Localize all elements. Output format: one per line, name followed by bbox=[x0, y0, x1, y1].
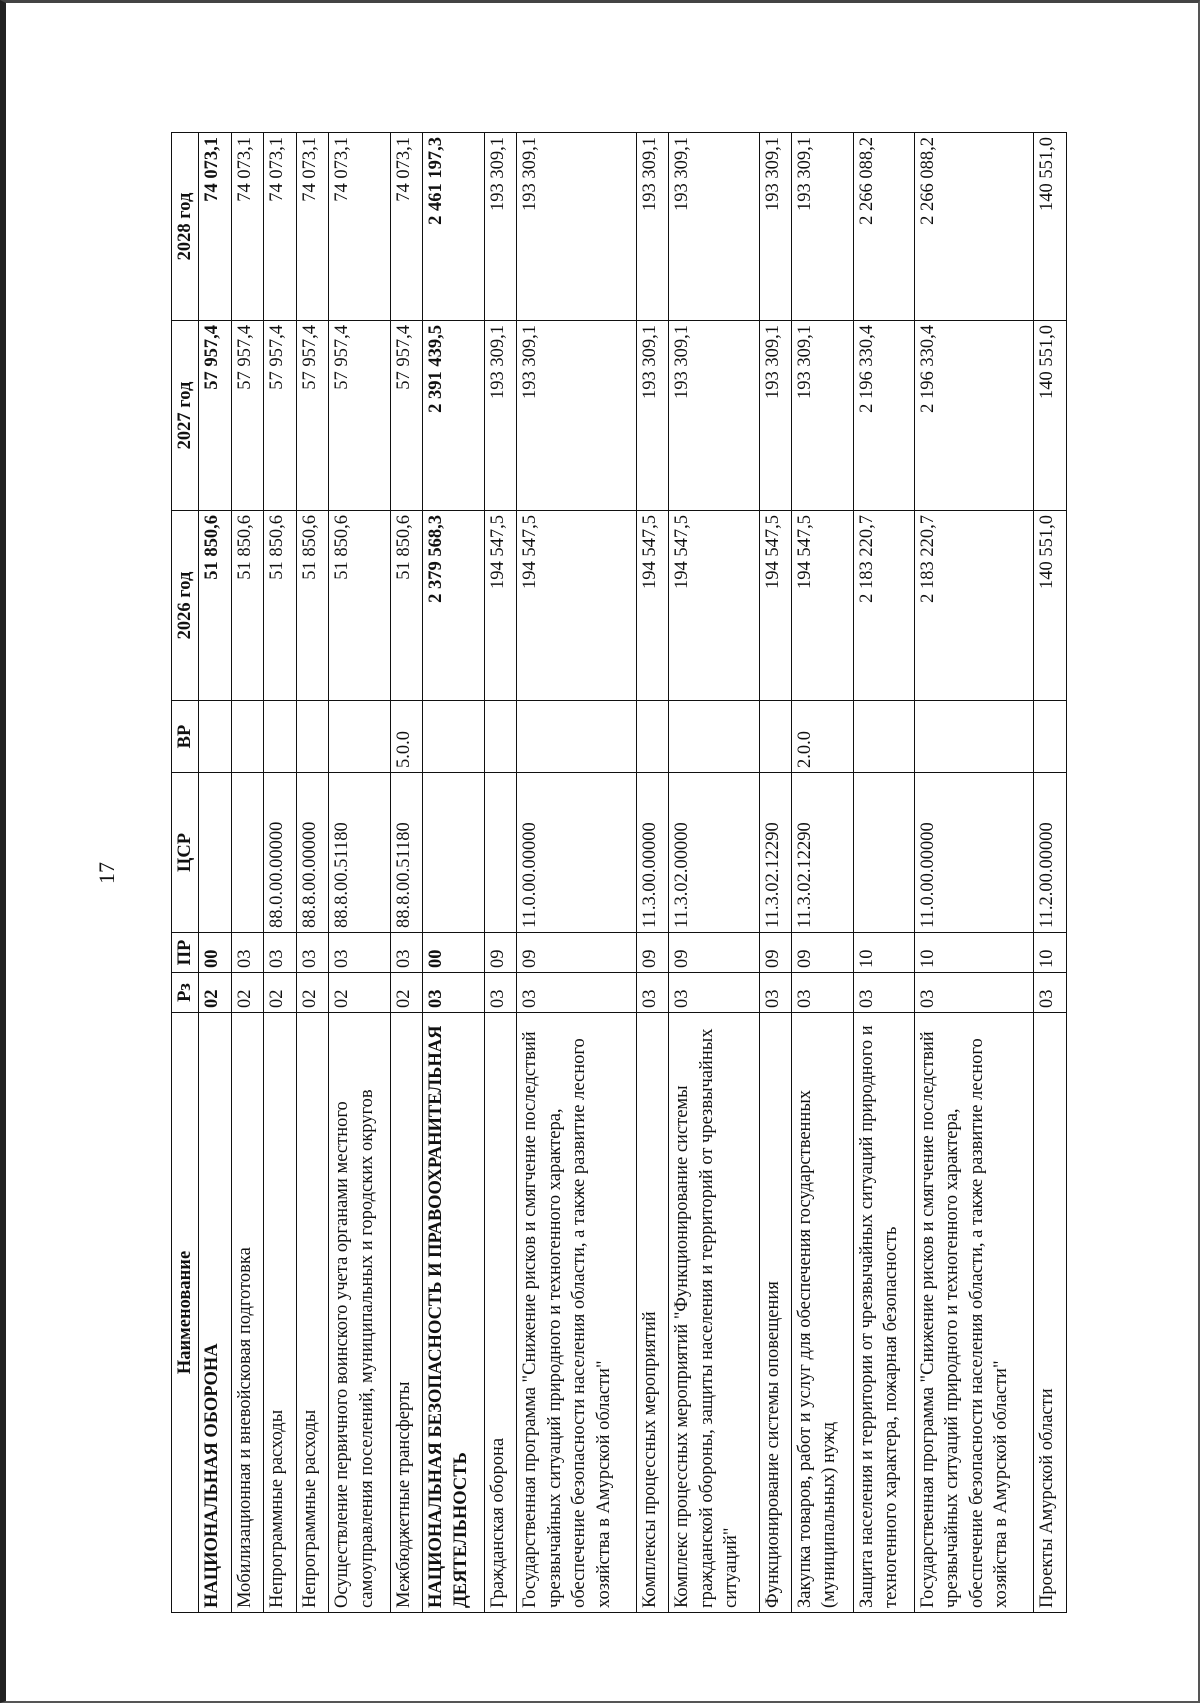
cell-2028: 193 309,1 bbox=[636, 133, 669, 321]
cell-csr bbox=[423, 773, 484, 933]
cell-csr: 11.3.02.12290 bbox=[792, 773, 853, 933]
cell-vr bbox=[199, 701, 232, 773]
cell-2026: 194 547,5 bbox=[484, 511, 517, 701]
rotated-table-wrapper bbox=[171, 133, 1067, 1613]
cell-vr bbox=[914, 701, 1033, 773]
cell-2028: 193 309,1 bbox=[484, 133, 517, 321]
cell-2026: 194 547,5 bbox=[792, 511, 853, 701]
cell-pr: 03 bbox=[264, 933, 297, 973]
cell-name: Государственная программа "Снижение рисков и смягчение последствий чрезвычайных ситуаций природного и техногенного характера, обеспечение безопасности населения области, а также развитие лесного хозяйства в Амурской области" bbox=[517, 1013, 636, 1613]
cell-2027: 193 309,1 bbox=[636, 321, 669, 511]
table-row bbox=[914, 133, 1033, 1613]
cell-vr bbox=[853, 701, 914, 773]
cell-2026: 51 850,6 bbox=[264, 511, 297, 701]
cell-pr: 03 bbox=[231, 933, 264, 973]
cell-2028: 193 309,1 bbox=[792, 133, 853, 321]
cell-pr: 03 bbox=[329, 933, 390, 973]
header-2028: 2028 год bbox=[172, 133, 199, 321]
cell-2026: 194 547,5 bbox=[517, 511, 636, 701]
cell-2028: 74 073,1 bbox=[199, 133, 232, 321]
cell-2028: 74 073,1 bbox=[390, 133, 423, 321]
cell-pr: 09 bbox=[792, 933, 853, 973]
cell-csr: 11.3.02.12290 bbox=[759, 773, 792, 933]
cell-csr: 88.8.00.00000 bbox=[296, 773, 329, 933]
cell-pr: 09 bbox=[669, 933, 759, 973]
cell-pr: 03 bbox=[296, 933, 329, 973]
cell-2028: 193 309,1 bbox=[669, 133, 759, 321]
table-row bbox=[296, 133, 329, 1613]
cell-rz: 03 bbox=[914, 973, 1033, 1013]
table-row bbox=[792, 133, 853, 1613]
table-row bbox=[636, 133, 669, 1613]
table-row bbox=[329, 133, 390, 1613]
cell-2027: 140 551,0 bbox=[1034, 321, 1067, 511]
table-row bbox=[669, 133, 759, 1613]
cell-vr bbox=[759, 701, 792, 773]
cell-name: НАЦИОНАЛЬНАЯ БЕЗОПАСНОСТЬ И ПРАВООХРАНИТЕЛЬНАЯ ДЕЯТЕЛЬНОСТЬ bbox=[423, 1013, 484, 1613]
header-vr: ВР bbox=[172, 701, 199, 773]
table-header-row bbox=[172, 133, 199, 1613]
cell-2027: 57 957,4 bbox=[390, 321, 423, 511]
cell-2026: 2 183 220,7 bbox=[914, 511, 1033, 701]
cell-rz: 02 bbox=[296, 973, 329, 1013]
cell-rz: 03 bbox=[517, 973, 636, 1013]
cell-2028: 140 551,0 bbox=[1034, 133, 1067, 321]
header-2027: 2027 год bbox=[172, 321, 199, 511]
cell-name: Непрограммные расходы bbox=[264, 1013, 297, 1613]
cell-rz: 03 bbox=[853, 973, 914, 1013]
cell-pr: 10 bbox=[853, 933, 914, 973]
table-body bbox=[199, 133, 1067, 1613]
cell-name: Мобилизационная и вневойсковая подготовка bbox=[231, 1013, 264, 1613]
cell-pr: 10 bbox=[1034, 933, 1067, 973]
table-row bbox=[199, 133, 232, 1613]
cell-rz: 03 bbox=[636, 973, 669, 1013]
cell-csr: 11.3.00.00000 bbox=[636, 773, 669, 933]
cell-name: Проекты Амурской области bbox=[1034, 1013, 1067, 1613]
cell-vr: 5.0.0 bbox=[390, 701, 423, 773]
cell-vr bbox=[231, 701, 264, 773]
cell-vr bbox=[636, 701, 669, 773]
cell-2027: 57 957,4 bbox=[231, 321, 264, 511]
table-row bbox=[484, 133, 517, 1613]
cell-2028: 74 073,1 bbox=[264, 133, 297, 321]
cell-2028: 2 266 088,2 bbox=[853, 133, 914, 321]
cell-name: Государственная программа "Снижение рисков и смягчение последствий чрезвычайных ситуаций природного и техногенного характера, обеспечение безопасности населения области, а также развитие лесного хозяйства в Амурской области" bbox=[914, 1013, 1033, 1613]
cell-vr bbox=[264, 701, 297, 773]
cell-name: Гражданская оборона bbox=[484, 1013, 517, 1613]
cell-csr bbox=[853, 773, 914, 933]
table-row bbox=[390, 133, 423, 1613]
cell-2026: 2 379 568,3 bbox=[423, 511, 484, 701]
cell-2027: 2 196 330,4 bbox=[853, 321, 914, 511]
cell-pr: 10 bbox=[914, 933, 1033, 973]
budget-table bbox=[171, 132, 1067, 1613]
cell-2028: 2 266 088,2 bbox=[914, 133, 1033, 321]
cell-rz: 03 bbox=[423, 973, 484, 1013]
cell-2026: 51 850,6 bbox=[296, 511, 329, 701]
table-row bbox=[264, 133, 297, 1613]
cell-vr bbox=[329, 701, 390, 773]
header-2026: 2026 год bbox=[172, 511, 199, 701]
cell-2026: 194 547,5 bbox=[759, 511, 792, 701]
cell-vr bbox=[296, 701, 329, 773]
table-row bbox=[517, 133, 636, 1613]
cell-pr: 09 bbox=[484, 933, 517, 973]
header-rz: Рз bbox=[172, 973, 199, 1013]
cell-vr bbox=[1034, 701, 1067, 773]
cell-vr: 2.0.0 bbox=[792, 701, 853, 773]
table-row bbox=[759, 133, 792, 1613]
cell-2026: 51 850,6 bbox=[329, 511, 390, 701]
cell-pr: 09 bbox=[759, 933, 792, 973]
cell-2027: 193 309,1 bbox=[792, 321, 853, 511]
cell-name: Межбюджетные трансферты bbox=[390, 1013, 423, 1613]
cell-2026: 2 183 220,7 bbox=[853, 511, 914, 701]
cell-vr bbox=[517, 701, 636, 773]
cell-csr: 11.0.00.00000 bbox=[914, 773, 1033, 933]
cell-2028: 74 073,1 bbox=[296, 133, 329, 321]
cell-2027: 57 957,4 bbox=[296, 321, 329, 511]
cell-name: НАЦИОНАЛЬНАЯ ОБОРОНА bbox=[199, 1013, 232, 1613]
cell-name: Закупка товаров, работ и услуг для обеспечения государственных (муниципальных) нужд bbox=[792, 1013, 853, 1613]
cell-rz: 02 bbox=[231, 973, 264, 1013]
cell-name: Функционирование системы оповещения bbox=[759, 1013, 792, 1613]
cell-pr: 03 bbox=[390, 933, 423, 973]
cell-rz: 02 bbox=[329, 973, 390, 1013]
cell-2028: 2 461 197,3 bbox=[423, 133, 484, 321]
cell-csr: 88.8.00.51180 bbox=[329, 773, 390, 933]
cell-2027: 57 957,4 bbox=[329, 321, 390, 511]
cell-2028: 193 309,1 bbox=[517, 133, 636, 321]
cell-rz: 03 bbox=[1034, 973, 1067, 1013]
cell-csr bbox=[199, 773, 232, 933]
header-name: Наименование bbox=[172, 1013, 199, 1613]
cell-2027: 2 196 330,4 bbox=[914, 321, 1033, 511]
cell-pr: 00 bbox=[423, 933, 484, 973]
cell-name: Защита населения и территории от чрезвычайных ситуаций природного и техногенного характера, пожарная безопасность bbox=[853, 1013, 914, 1613]
cell-pr: 09 bbox=[517, 933, 636, 973]
cell-rz: 02 bbox=[264, 973, 297, 1013]
cell-rz: 03 bbox=[669, 973, 759, 1013]
cell-vr bbox=[423, 701, 484, 773]
cell-name: Непрограммные расходы bbox=[296, 1013, 329, 1613]
table-row bbox=[853, 133, 914, 1613]
cell-2027: 57 957,4 bbox=[264, 321, 297, 511]
cell-csr: 88.0.00.00000 bbox=[264, 773, 297, 933]
cell-2026: 51 850,6 bbox=[390, 511, 423, 701]
cell-2027: 193 309,1 bbox=[517, 321, 636, 511]
cell-2026: 140 551,0 bbox=[1034, 511, 1067, 701]
cell-2027: 193 309,1 bbox=[669, 321, 759, 511]
cell-pr: 09 bbox=[636, 933, 669, 973]
cell-2026: 51 850,6 bbox=[199, 511, 232, 701]
cell-2026: 194 547,5 bbox=[636, 511, 669, 701]
cell-rz: 02 bbox=[390, 973, 423, 1013]
cell-rz: 03 bbox=[792, 973, 853, 1013]
table-row bbox=[423, 133, 484, 1613]
cell-rz: 03 bbox=[484, 973, 517, 1013]
cell-name: Комплексы процессных мероприятий bbox=[636, 1013, 669, 1613]
cell-2027: 193 309,1 bbox=[484, 321, 517, 511]
table-row bbox=[1034, 133, 1067, 1613]
table-row bbox=[231, 133, 264, 1613]
cell-csr: 11.3.02.00000 bbox=[669, 773, 759, 933]
cell-pr: 00 bbox=[199, 933, 232, 973]
cell-2027: 193 309,1 bbox=[759, 321, 792, 511]
cell-rz: 02 bbox=[199, 973, 232, 1013]
header-csr: ЦСР bbox=[172, 773, 199, 933]
cell-2028: 193 309,1 bbox=[759, 133, 792, 321]
header-pr: ПР bbox=[172, 933, 199, 973]
cell-rz: 03 bbox=[759, 973, 792, 1013]
cell-vr bbox=[669, 701, 759, 773]
cell-2027: 57 957,4 bbox=[199, 321, 232, 511]
cell-csr bbox=[484, 773, 517, 933]
cell-2028: 74 073,1 bbox=[231, 133, 264, 321]
cell-name: Комплекс процессных мероприятий "Функционирование системы гражданской обороны, защиты населения и территорий от чрезвычайных ситуаций" bbox=[669, 1013, 759, 1613]
cell-csr: 11.2.00.00000 bbox=[1034, 773, 1067, 933]
cell-csr bbox=[231, 773, 264, 933]
cell-2028: 74 073,1 bbox=[329, 133, 390, 321]
cell-name: Осуществление первичного воинского учета органами местного самоуправления поселений, муниципальных и городских округов bbox=[329, 1013, 390, 1613]
cell-2026: 194 547,5 bbox=[669, 511, 759, 701]
cell-csr: 11.0.00.00000 bbox=[517, 773, 636, 933]
cell-2027: 2 391 439,5 bbox=[423, 321, 484, 511]
page-number: 17 bbox=[94, 862, 119, 884]
cell-2026: 51 850,6 bbox=[231, 511, 264, 701]
cell-csr: 88.8.00.51180 bbox=[390, 773, 423, 933]
cell-vr bbox=[484, 701, 517, 773]
